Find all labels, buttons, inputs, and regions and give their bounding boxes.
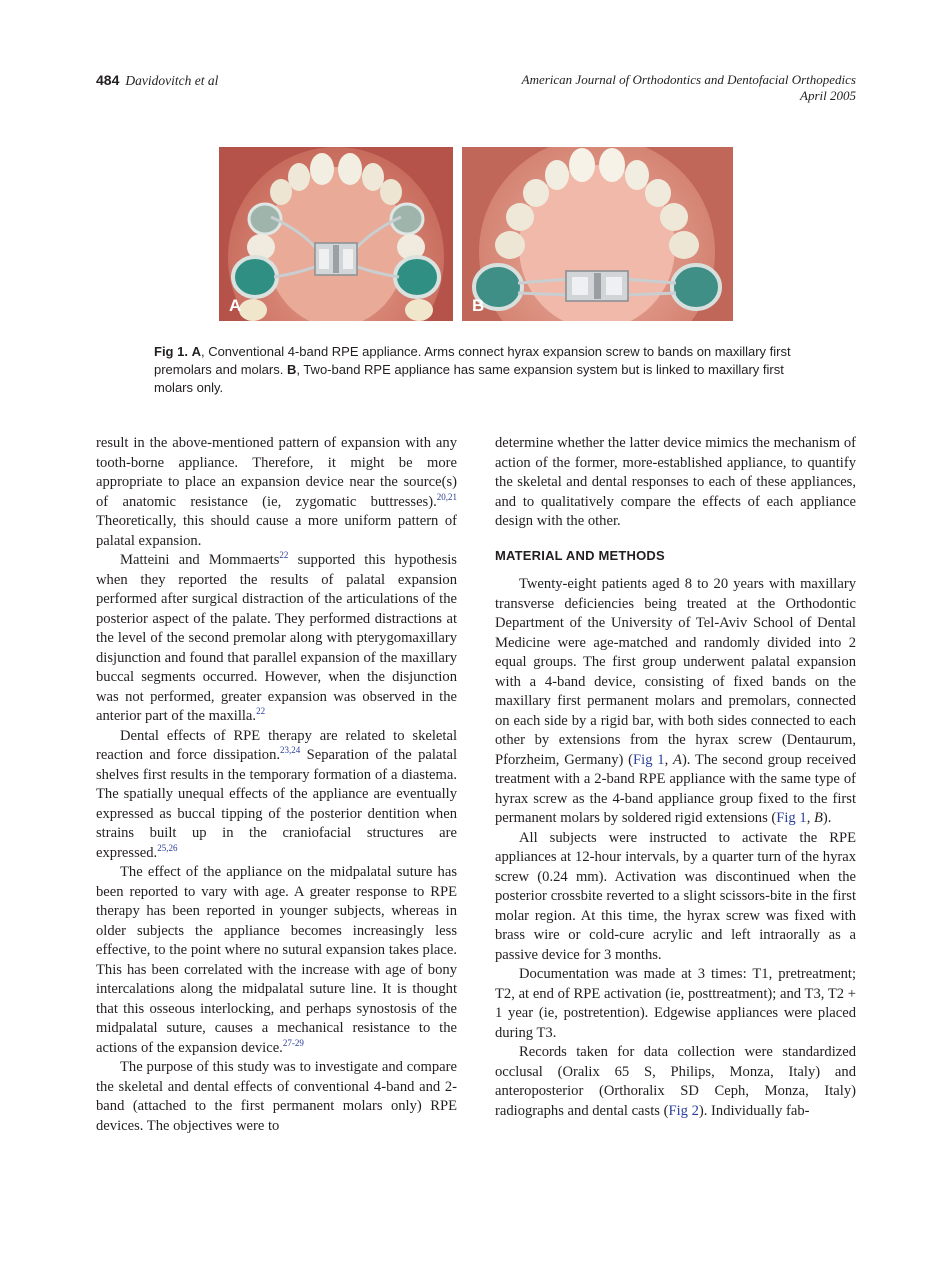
figure-link[interactable]: Fig 1: [776, 810, 807, 826]
paragraph-text: supported this hypothesis when they reported the results of palatal expansion performed after surgical distraction of the articulations of the posterior aspect of the palate. They performed distractions at the level of the second premolar along with pterygomaxillary disjunction and found that parallel expansion of the maxillary buccal segments occurred. However, when the disjunction was not performed, greater expansion was observed in the anterior part of the maxilla.: [96, 552, 457, 724]
panel-ref: A: [673, 751, 682, 768]
paragraph: [96, 727, 457, 864]
figure-panel-b-photo: [462, 147, 733, 321]
left-column: [96, 434, 457, 1136]
panel-ref: B: [813, 810, 823, 826]
caption-label-a: A: [191, 344, 201, 359]
figure-link[interactable]: Fig 1: [633, 751, 665, 768]
paragraph-text: Theoretically, this should cause a more uniform pattern of palatal expansion.: [96, 513, 457, 549]
paragraph: [495, 575, 856, 829]
citation-ref[interactable]: 25,26: [157, 842, 178, 853]
paragraph: [96, 863, 457, 1058]
paragraph-text: The effect of the appliance on the midpalatal suture has been reported to vary with age. A greater response to RPE therapy has been reported in younger subjects, whereas in older subjects the appliance becomes increasingly less effective, to the point where no sutural expansion takes place. This has been correlated with the increase with age of bony intercalations along the midpalatal suture line. It is thought that this osseous interlocking, and perhaps synostosis of the midpalatal suture, causes a mechanical resistance to the actions of the expansion device.: [96, 864, 457, 1056]
paragraph-text: ).: [822, 810, 832, 826]
page-number: 484: [96, 72, 120, 88]
paragraph-text: Twenty-eight patients aged 8 to 20 years with maxillary transverse deficiencies being treated at the Orthodontic Department of the University of Tel-Aviv School of Dental Medicine were age-matched and randomly divided into 2 equal groups. The first group underwent palatal expansion with a 4-band device, consisting of fixed bands on the maxillary first permanent molars and premolars, connected on each side by a rigid bar, with both sides connected to each other by extensions from the hyrax screw (Dentaurum, Pforzheim, Germany) (: [495, 576, 856, 768]
journal-name: American Journal of Orthodontics and Dentofacial Orthopedics: [521, 72, 856, 87]
paragraph: [495, 1043, 856, 1121]
paragraph: Documentation was made at 3 times: T1, pretreatment; T2, at end of RPE activation (ie, posttreatment); and T3, T2 + 1 year (ie, postretention). Edgewise appliances were placed during T3.: [495, 966, 856, 1041]
paragraph: [96, 551, 457, 727]
figure-caption: [154, 343, 804, 397]
figure-panel-a-photo: [219, 147, 453, 321]
right-column: [495, 434, 856, 1121]
caption-label-b: B: [286, 362, 297, 377]
running-header-left: [96, 72, 218, 89]
citation-ref[interactable]: 27-29: [282, 1037, 304, 1048]
paragraph-text: ). The second group received treatment with a 2-band RPE appliance with the same type of hyrax screw as the 4-band appliance group fixed to the first permanent molars by soldered rigid extensions (: [495, 751, 856, 826]
paragraph-text: ,: [806, 810, 814, 826]
paragraph-text: ). Individually fab-: [698, 1102, 810, 1119]
paragraph: [96, 434, 457, 551]
citation-ref[interactable]: 22: [279, 550, 289, 561]
paragraph-text: Records taken for data collection were standardized occlusal (Oralix 65 S, Philips, Monza, Italy) and anteroposterior (Orthoralix SD Ceph, Monza, Italy) radiographs and dental casts (: [495, 1044, 856, 1119]
paragraph: determine whether the latter device mimics the mechanism of action of the former, more-established appliance, to quantify the skeletal and dental responses to each of these appliances, and to qualitatively compare the effects of each appliance design with the other.: [495, 435, 856, 529]
figure-link[interactable]: Fig 2: [668, 1102, 699, 1119]
running-header-right: [522, 72, 856, 104]
paragraph: The purpose of this study was to investigate and compare the skeletal and dental effects of conventional 4-band and 2-band (attached to the first permanent molars only) RPE devices. The objectives were to: [96, 1059, 457, 1134]
paragraph-text: Dental effects of RPE therapy are related to skeletal reaction and force dissipation.: [96, 727, 457, 763]
citation-ref[interactable]: 22: [256, 706, 266, 717]
four-band-appliance-photo: [219, 147, 453, 321]
two-band-appliance-photo: [462, 147, 733, 321]
panel-label-b: B: [472, 296, 485, 315]
caption-text-b: , Two-band RPE appliance has same expansion system but is linked to maxillary first molars only.: [154, 362, 784, 395]
paragraph-text: Matteini and Mommaerts: [120, 552, 280, 568]
caption-fig-label: Fig 1.: [154, 344, 188, 359]
paragraph: All subjects were instructed to activate the RPE appliances at 12-hour intervals, by a quarter turn of the hyrax screw (0.24 mm). Activation was discontinued when the posterior crossbite reverted to a slight scissors-bite in the first molar region. At this time, the hyrax screw was fixed with brass wire or cold-cure acrylic and left intraorally as a passive device for 3 months.: [495, 829, 856, 963]
paragraph-text: ,: [664, 751, 674, 768]
caption-text-a: , Conventional 4-band RPE appliance. Arms connect hyrax expansion screw to bands on maxillary first premolars and molars.: [154, 344, 791, 377]
panel-label-a: A: [229, 296, 242, 315]
citation-ref[interactable]: 23,24: [280, 745, 301, 756]
paragraph-text: Separation of the palatal shelves first results in the temporary formation of a diastema. The spatially unequal effects of the appliance are eventually expressed as buccal tipping of the posterior dentition when strains built up in the craniofacial structures are expressed.: [96, 747, 457, 861]
citation-ref[interactable]: 20,21: [436, 491, 457, 502]
author-line: Davidovitch et al: [125, 73, 219, 88]
section-heading: MATERIAL AND METHODS: [495, 547, 665, 563]
paragraph-text: result in the above-mentioned pattern of expansion with any tooth-borne appliance. Therefore, it might be more appropriate to place an expansion device near the source(s) of anatomic resistance (ie, zygomatic buttresses).: [96, 435, 457, 510]
issue-date: April 2005: [800, 88, 856, 103]
